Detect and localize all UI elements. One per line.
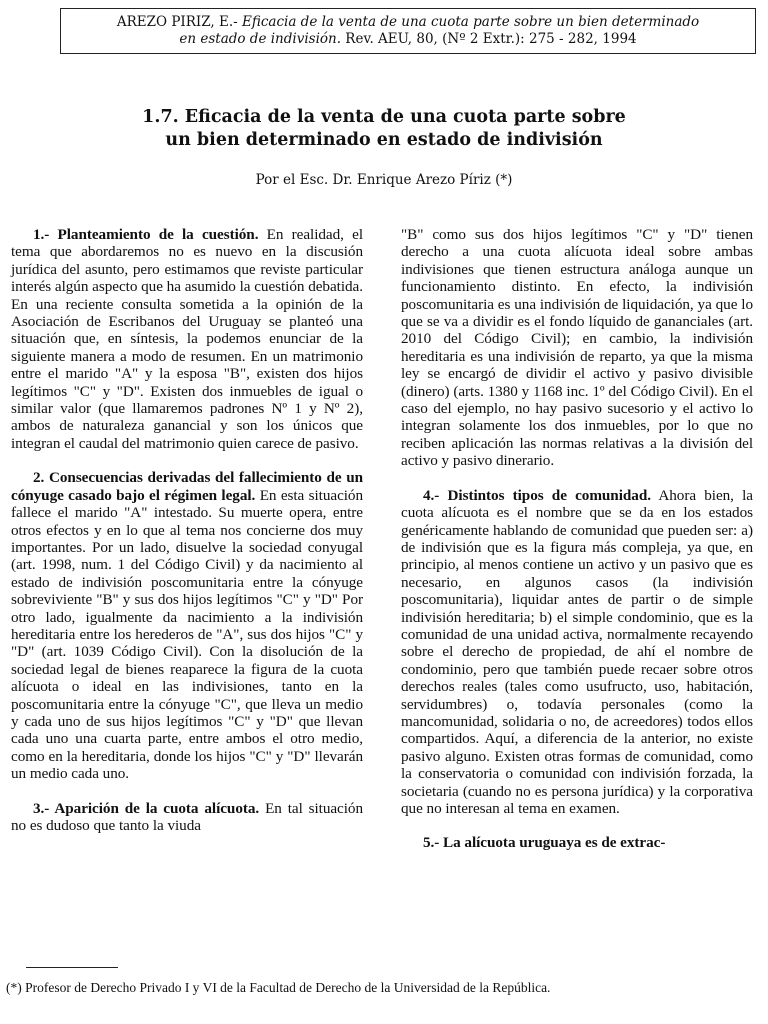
section-4 [401,487,753,818]
section-2-text: En esta situación fallece el marido "A" intestado. Su muerte opera, entre otros efectos y en lo que al tema nos concierne dos muy importantes. Por un lado, disuelve la sociedad conyugal (art. 1998, num. 1 del Código Civil) y da nacimiento al estado de indivisión poscomunitaria entre la cónyuge sobreviviente "B" y sus dos hijos legítimos "C" y "D" Por otro lado, igualmente da nacimiento a la indivisión hereditaria entre los herederos de "A", sus dos hijos "C" y "D" (art. 1039 Código Civil). Con la disolución de la sociedad legal de bienes reaparece la figura de la cuota alícuota o ideal en las indivisiones, tanto en la poscomunitaria entre la cónyuge "C", que lleva un medio y cada uno de sus hijos legítimos "C" y "D" que llevan cada uno una cuarta parte, entre ambos el otro medio, como en la hereditaria, donde los hijos "C" y "D" llevarán un medio cada uno. [11,486,364,783]
section-3-text: En tal situación no es dudoso que tanto la viuda [11,799,364,834]
citation-reference: Rev. AEU, 80, (Nº 2 Extr.): 275 - 282, 1994 [345,31,637,47]
section-3-continuation: "B" como sus dos hijos legítimos "C" y "D" tienen derecho a una cuota alícuota ideal sobre ambas indivisiones que tienen estructura análoga aunque un funcionamiento distinto. En efecto, la indivisión poscomunitaria es una indivisión de liquidación, ya que lo que se va a dividir es el fondo líquido de gananciales (art. 2010 del Código Civil); en cambio, la indivisión hereditaria es una indivisión de reparto, ya que la misma ley se encargó de dividir el activo y pasivo divisible (dinero) (arts. 1380 y 1168 inc. 1º del Código Civil). En el caso del ejemplo, no hay pasivo sucesorio y el activo lo integran solamente los dos inmuebles, por lo que no reciben aplicación las normas relativas a la división del activo y pasivo dinerario. [401,226,753,470]
section-4-heading: 4.- Distintos tipos de comunidad. [423,486,651,504]
section-1 [11,226,363,452]
section-5 [401,834,753,851]
citation-box [60,8,756,54]
citation-author: AREZO PIRIZ, E.- [116,14,238,30]
citation-title-line2: en estado de indivisión. [179,31,341,47]
section-2-heading: 2. Consecuencias derivadas del fallecimiento de un cónyuge casado bajo el régimen legal. [11,469,363,504]
section-1-heading: 1.- Planteamiento de la cuestión. [33,226,259,243]
right-column [401,226,753,852]
footnote: (*) Profesor de Derecho Privado I y VI de la Facultad de Derecho de la Universidad de la República. [6,980,551,995]
section-4-text: Ahora bien, la cuota alícuota es el nombre que se da en los estados genéricamente hablando de comunidad que pueden ser: a) de indivisión que es la figura más compleja, ya que, en principio, al menos contiene un activo y un pasivo que es necesario, en algunos casos (la indivisión poscomunitaria), liquidar antes de partir o de simple indivisión hereditaria; b) el simple condominio, que es la comunidad de una unidad activa, normalmente recayendo sobre el derecho de propiedad, de ahí el nombre de condominio, pero que también puede recaer sobre otros derechos reales (tales como usufructo, uso, habitación, servidumbres) o, todavía personales (como la mancomunidad, solidaria o no, de acreedores) todos ellos compartidos. Aquí, a diferencia de la anterior, no existe pasivo alguno. Existen otras formas de comunidad, como la conservatoria o comunidad con indivisión forzada, la societaria (cuando no es persona jurídica) y la corporativa que no interesan al tema en examen. [401,486,753,817]
footnote-rule [26,967,118,968]
citation-title-line1: Eficacia de la venta de una cuota parte sobre un bien determinado [241,14,700,30]
section-2 [11,469,363,782]
section-1-text: En realidad, el tema que abordaremos no es nuevo en la discusión jurídica del asunto, pero estimamos que reviste particular interés algún aspecto que ha asumido la cuestión debatida. En una reciente consulta sometida a la opinión de la Asociación de Escribanos del Uruguay se planteó una situación que, en síntesis, la podemos enunciar de la siguiente manera a modo de resumen. En un matrimonio entre el marido "A" y la esposa "B", existen dos hijos legítimos "C" y "D". Existen dos inmuebles de igual o similar valor (que llamaremos padrones Nº 1 y Nº 2), ambos de naturaleza ganancial y son los únicos que integran el caudal del matrimonio quien carece de pasivo. [11,226,363,452]
section-3 [11,800,363,835]
article-title: 1.7. Eficacia de la venta de una cuota parte sobre un bien determinado en estado de indivisión [142,107,626,150]
left-column [11,226,363,834]
article-byline: Por el Esc. Dr. Enrique Arezo Píriz (*) [255,172,513,188]
section-3-heading: 3.- Aparición de la cuota alícuota. [33,799,260,817]
section-5-heading: 5.- La alícuota uruguaya es de extrac- [423,834,666,852]
